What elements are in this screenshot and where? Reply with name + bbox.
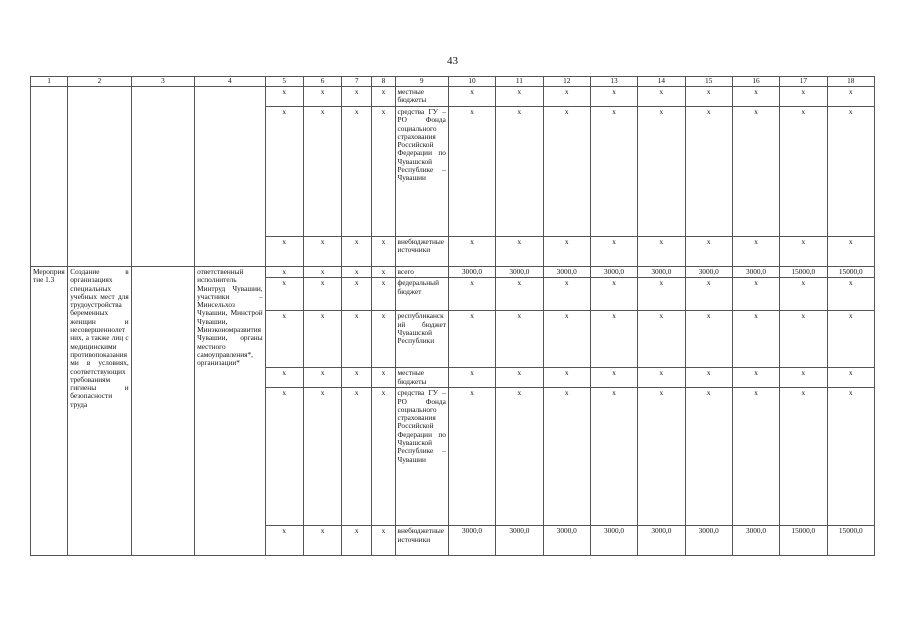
value-cell: х: [342, 278, 372, 311]
value-cell: х: [496, 368, 543, 388]
value-cell: х: [496, 87, 543, 107]
value-cell: х: [448, 278, 495, 311]
value-cell: х: [685, 368, 732, 388]
value-cell: х: [496, 278, 543, 311]
value-cell: х: [638, 278, 685, 311]
funding-source-cell: республиканский бюджет Чувашской Республики: [395, 311, 448, 368]
value-cell: х: [732, 237, 779, 267]
value-cell: х: [780, 107, 827, 237]
header-cell: 6: [303, 77, 341, 87]
header-cell: 3: [131, 77, 194, 87]
table-body: [31, 77, 875, 556]
value-cell: 15000,0: [827, 267, 874, 278]
value-cell: х: [265, 526, 303, 556]
table-row: [31, 267, 875, 278]
value-cell: 3000,0: [496, 526, 543, 556]
funding-source-cell: местные бюджеты: [395, 368, 448, 388]
value-cell: 3000,0: [732, 267, 779, 278]
event-name-cell: Создание в организациях специальных учебных мест для трудоустройства беременных женщин и несовершеннолетних, а также лиц с медицинскими противопоказаниями в условиях, соответствующих требованиям гигиены и безопасности труда: [68, 267, 131, 556]
value-cell: х: [448, 87, 495, 107]
value-cell: х: [732, 388, 779, 526]
funding-source-cell: местные бюджеты: [395, 87, 448, 107]
header-cell: 9: [395, 77, 448, 87]
value-cell: х: [543, 368, 590, 388]
value-cell: 15000,0: [827, 526, 874, 556]
value-cell: х: [372, 107, 395, 237]
page-number: 43: [447, 55, 458, 67]
value-cell: х: [265, 278, 303, 311]
value-cell: х: [732, 311, 779, 368]
value-cell: х: [496, 311, 543, 368]
value-cell: х: [590, 278, 637, 311]
value-cell: 3000,0: [638, 267, 685, 278]
value-cell: х: [827, 368, 874, 388]
value-cell: 3000,0: [496, 267, 543, 278]
value-cell: х: [342, 267, 372, 278]
value-cell: х: [780, 87, 827, 107]
value-cell: х: [780, 237, 827, 267]
value-cell: х: [780, 278, 827, 311]
value-cell: х: [590, 237, 637, 267]
value-cell: х: [265, 237, 303, 267]
value-cell: х: [590, 107, 637, 237]
value-cell: 3000,0: [543, 267, 590, 278]
header-cell: 1: [31, 77, 68, 87]
budget-table: [30, 76, 875, 556]
value-cell: х: [590, 311, 637, 368]
value-cell: х: [590, 388, 637, 526]
value-cell: х: [590, 87, 637, 107]
event-id-cell: Мероприятие 1.3: [31, 267, 68, 556]
value-cell: х: [780, 388, 827, 526]
value-cell: х: [827, 311, 874, 368]
value-cell: х: [303, 87, 341, 107]
value-cell: х: [496, 107, 543, 237]
value-cell: х: [827, 278, 874, 311]
value-cell: х: [303, 388, 341, 526]
header-cell: 11: [496, 77, 543, 87]
value-cell: х: [448, 237, 495, 267]
value-cell: 3000,0: [590, 526, 637, 556]
funding-source-cell: средства ГУ – РО Фонда социального страхования Российской Федерации по Чувашской Республике – Чувашии: [395, 107, 448, 237]
value-cell: х: [342, 107, 372, 237]
value-cell: х: [685, 237, 732, 267]
funding-source-cell: внебюджетные источники: [395, 526, 448, 556]
funding-source-cell: федеральный бюджет: [395, 278, 448, 311]
value-cell: х: [496, 237, 543, 267]
value-cell: х: [303, 267, 341, 278]
value-cell: х: [827, 237, 874, 267]
value-cell: х: [372, 237, 395, 267]
value-cell: х: [780, 311, 827, 368]
value-cell: х: [543, 278, 590, 311]
value-cell: х: [827, 107, 874, 237]
value-cell: х: [342, 526, 372, 556]
value-cell: х: [303, 237, 341, 267]
value-cell: х: [780, 368, 827, 388]
header-cell: 5: [265, 77, 303, 87]
value-cell: х: [543, 311, 590, 368]
value-cell: 3000,0: [685, 267, 732, 278]
value-cell: х: [448, 311, 495, 368]
value-cell: х: [827, 388, 874, 526]
event-name-cell: [68, 87, 131, 267]
header-row: [31, 77, 875, 87]
funding-source-cell: средства ГУ – РО Фонда социального страхования Российской Федерации по Чувашской Республике – Чувашии: [395, 388, 448, 526]
value-cell: х: [303, 526, 341, 556]
funding-source-cell: всего: [395, 267, 448, 278]
value-cell: х: [638, 87, 685, 107]
value-cell: х: [732, 278, 779, 311]
value-cell: х: [342, 368, 372, 388]
value-cell: х: [638, 311, 685, 368]
value-cell: 3000,0: [638, 526, 685, 556]
value-cell: х: [590, 368, 637, 388]
value-cell: х: [342, 237, 372, 267]
header-cell: 16: [732, 77, 779, 87]
header-cell: 17: [780, 77, 827, 87]
value-cell: х: [265, 368, 303, 388]
value-cell: х: [543, 237, 590, 267]
header-cell: 8: [372, 77, 395, 87]
executors-cell: [195, 87, 266, 267]
header-cell: 15: [685, 77, 732, 87]
table-row: [31, 87, 875, 107]
value-cell: х: [448, 368, 495, 388]
value-cell: х: [372, 311, 395, 368]
col3-cell: [131, 267, 194, 556]
value-cell: х: [372, 388, 395, 526]
value-cell: х: [685, 87, 732, 107]
value-cell: х: [372, 368, 395, 388]
value-cell: х: [265, 311, 303, 368]
header-cell: 18: [827, 77, 874, 87]
value-cell: х: [638, 368, 685, 388]
value-cell: х: [342, 311, 372, 368]
value-cell: 3000,0: [448, 267, 495, 278]
value-cell: х: [732, 107, 779, 237]
event-id-cell: [31, 87, 68, 267]
value-cell: х: [685, 311, 732, 368]
value-cell: 3000,0: [543, 526, 590, 556]
value-cell: 3000,0: [732, 526, 779, 556]
value-cell: х: [265, 87, 303, 107]
header-cell: 10: [448, 77, 495, 87]
value-cell: х: [342, 388, 372, 526]
value-cell: х: [448, 107, 495, 237]
value-cell: х: [732, 368, 779, 388]
value-cell: х: [372, 526, 395, 556]
value-cell: х: [265, 267, 303, 278]
value-cell: х: [448, 388, 495, 526]
value-cell: х: [303, 368, 341, 388]
value-cell: х: [638, 237, 685, 267]
value-cell: х: [638, 388, 685, 526]
executors-cell: ответственный исполнитель Минтруд Чувашии, участники – Минсельхоз Чувашии, Минстрой Чувашии, Минэкономразвития Чувашии, органы местного самоуправления*, организации*: [195, 267, 266, 556]
header-cell: 7: [342, 77, 372, 87]
value-cell: х: [543, 388, 590, 526]
value-cell: х: [265, 388, 303, 526]
value-cell: х: [303, 107, 341, 237]
value-cell: 3000,0: [590, 267, 637, 278]
value-cell: х: [342, 87, 372, 107]
value-cell: х: [372, 87, 395, 107]
value-cell: х: [685, 107, 732, 237]
value-cell: х: [827, 87, 874, 107]
header-cell: 14: [638, 77, 685, 87]
value-cell: х: [685, 388, 732, 526]
value-cell: х: [372, 278, 395, 311]
value-cell: 3000,0: [448, 526, 495, 556]
value-cell: 15000,0: [780, 526, 827, 556]
value-cell: х: [372, 267, 395, 278]
funding-source-cell: внебюджетные источники: [395, 237, 448, 267]
value-cell: х: [543, 87, 590, 107]
value-cell: х: [685, 278, 732, 311]
value-cell: 15000,0: [780, 267, 827, 278]
value-cell: х: [303, 311, 341, 368]
value-cell: х: [265, 107, 303, 237]
header-cell: 12: [543, 77, 590, 87]
value-cell: х: [732, 87, 779, 107]
value-cell: х: [638, 107, 685, 237]
value-cell: 3000,0: [685, 526, 732, 556]
value-cell: х: [496, 388, 543, 526]
value-cell: х: [303, 278, 341, 311]
header-cell: 13: [590, 77, 637, 87]
header-cell: 4: [195, 77, 266, 87]
value-cell: х: [543, 107, 590, 237]
header-cell: 2: [68, 77, 131, 87]
col3-cell: [131, 87, 194, 267]
